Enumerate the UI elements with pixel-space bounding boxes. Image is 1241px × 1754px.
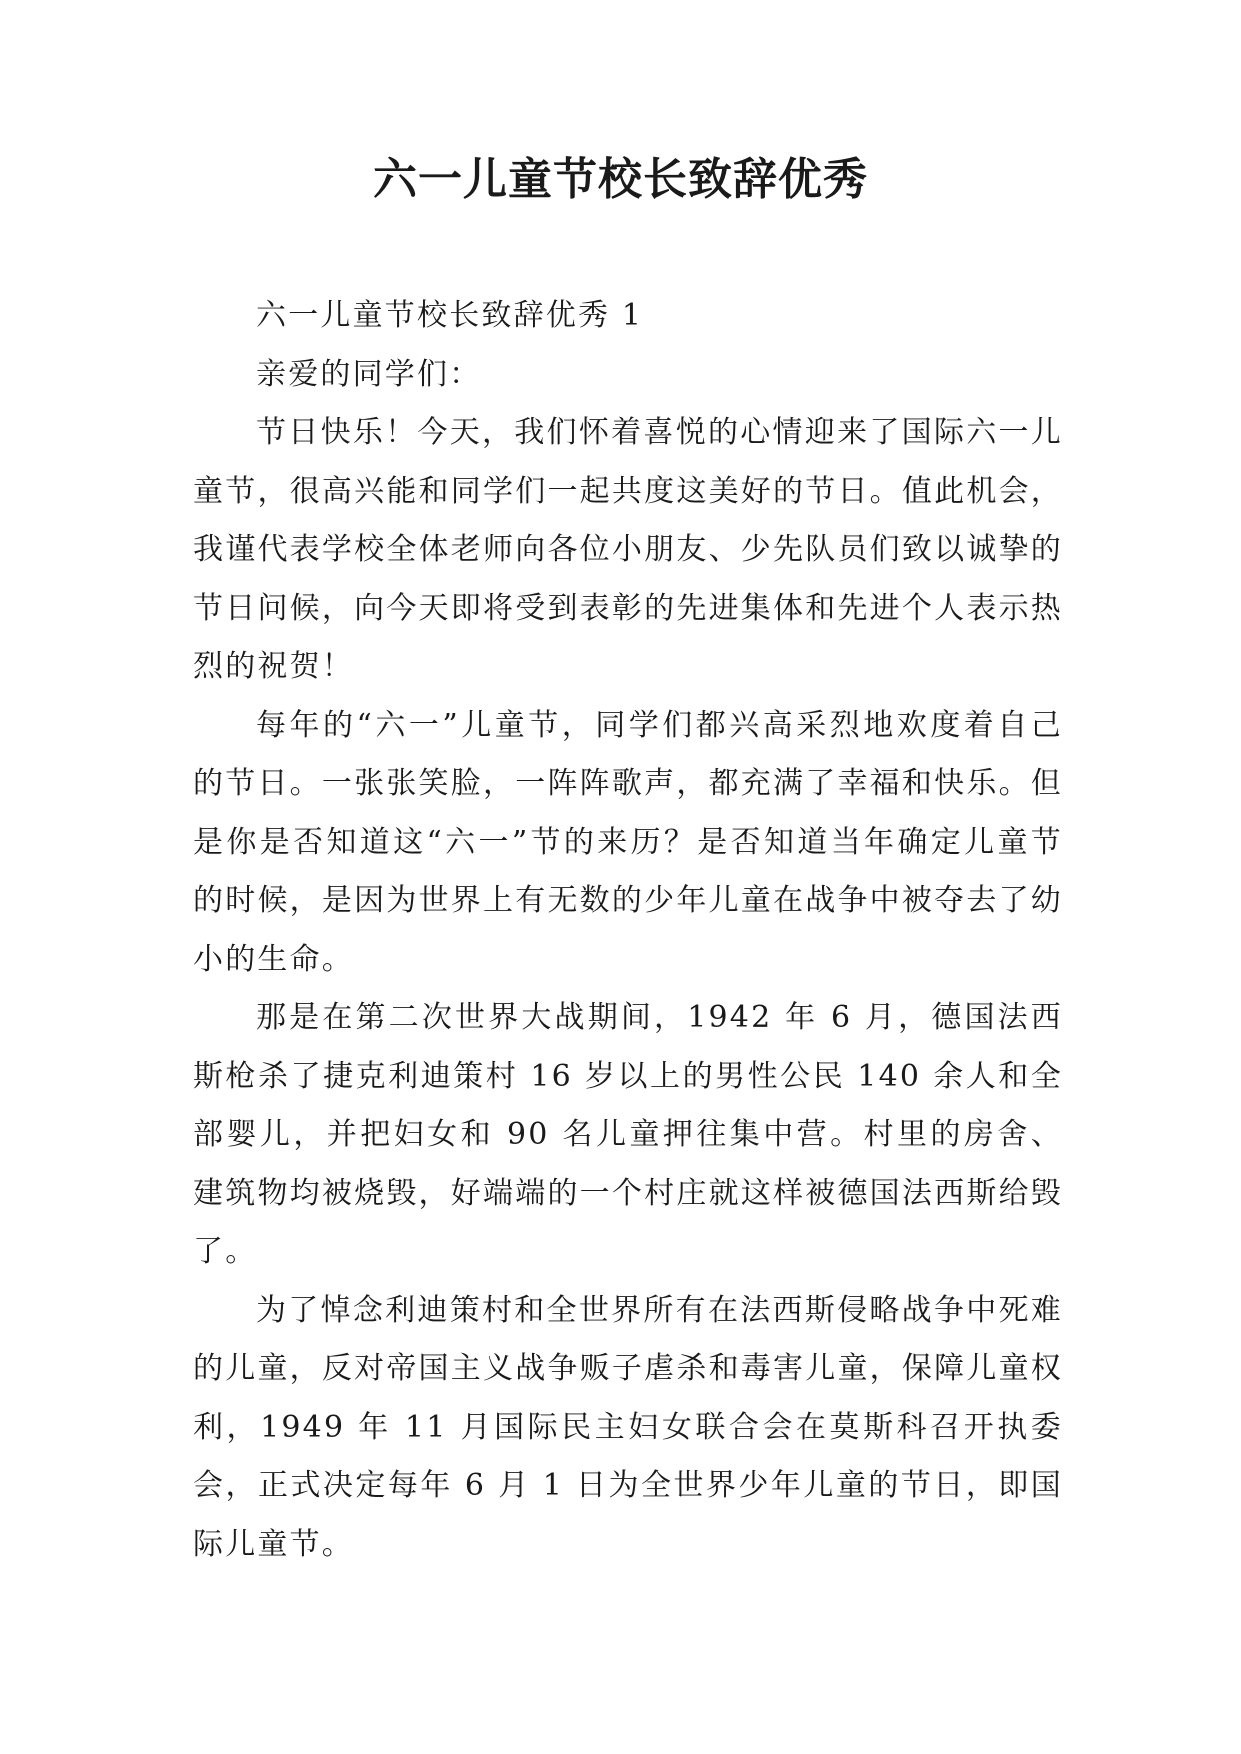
paragraph: 节日快乐！今天，我们怀着喜悦的心情迎来了国际六一儿童节，很高兴能和同学们一起共度这美好的节日。值此机会，我谨代表学校全体老师向各位小朋友、少先队员们致以诚挚的节日问候，向今天即将受到表彰的先进集体和先进个人表示热烈的祝贺！ bbox=[193, 415, 1063, 684]
document-title: 六一儿童节校长致辞优秀 bbox=[373, 154, 868, 205]
section-heading: 六一儿童节校长致辞优秀 1 bbox=[256, 298, 644, 333]
paragraph: 每年的“六一”儿童节，同学们都兴高采烈地欢度着自己的节日。一张张笑脸，一阵阵歌声，都充满了幸福和快乐。但是你是否知道这“六一”节的来历？是否知道当年确定儿童节的时候，是因为世界上有无数的少年儿童在战争中被夺去了幼小的生命。 bbox=[193, 707, 1063, 977]
salutation: 亲爱的同学们： bbox=[256, 356, 482, 392]
document-body bbox=[193, 287, 1063, 1574]
paragraph: 为了悼念利迪策村和全世界所有在法西斯侵略战争中死难的儿童，反对帝国主义战争贩子虐杀和毒害儿童，保障儿童权利，1949 年 11 月国际民主妇女联合会在莫斯科召开执委会，正式决定每年 6 月 1 日为全世界少年儿童的节日，即国际儿童节。 bbox=[193, 1292, 1063, 1562]
paragraph: 那是在第二次世界大战期间，1942 年 6 月，德国法西斯枪杀了捷克利迪策村 16 岁以上的男性公民 140 余人和全部婴儿，并把妇女和 90 名儿童押往集中营。村里的房舍、建筑物均被烧毁，好端端的一个村庄就这样被德国法西斯给毁了。 bbox=[193, 1000, 1063, 1269]
